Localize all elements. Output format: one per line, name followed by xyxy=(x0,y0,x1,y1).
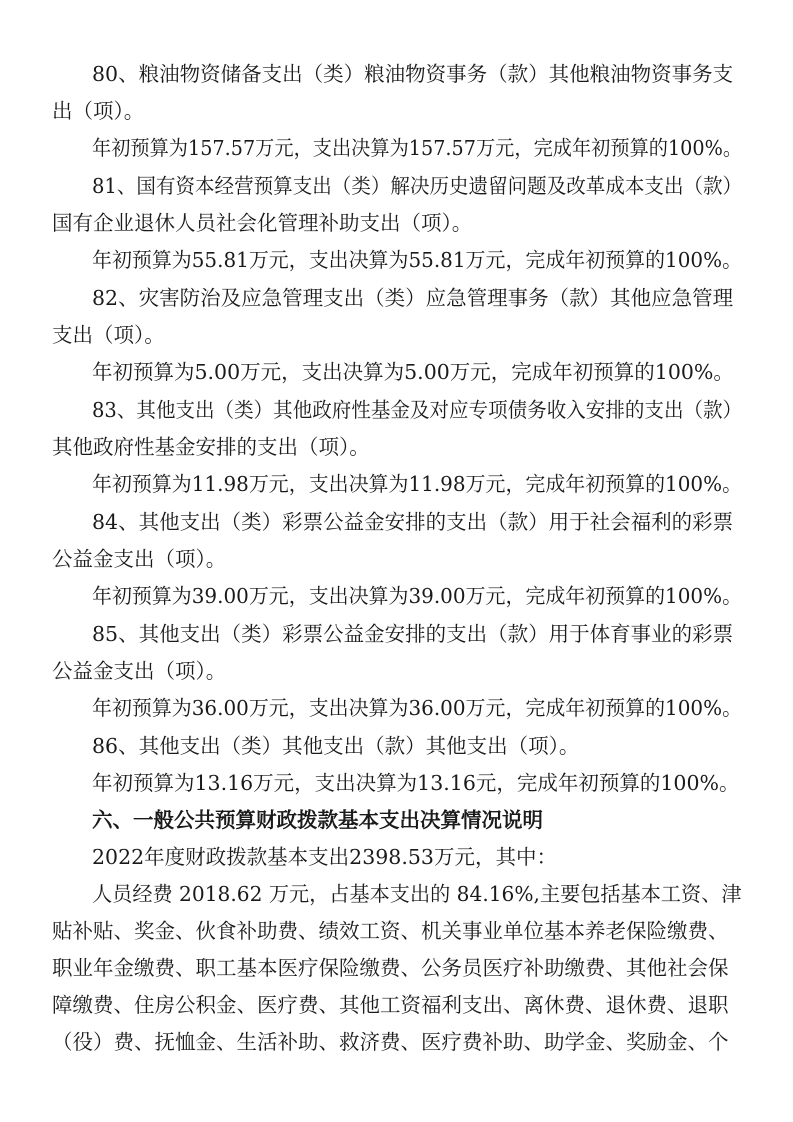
item-80-budget-text: 年初预算为157.57万元，支出决算为157.57万元，完成年初预算的100%。 xyxy=(92,136,743,160)
personnel-line-2: 贴补贴、奖金、伙食补助费、绩效工资、机关事业单位基本养老保险缴费、 xyxy=(52,919,729,943)
item-83-budget-text: 年初预算为11.98万元，支出决算为11.98万元，完成年初预算的100%。 xyxy=(92,472,743,496)
item-85-title-cont: 公益金支出（项）。 xyxy=(52,659,227,683)
item-85-budget-text: 年初预算为36.00万元，支出决算为36.00万元，完成年初预算的100%。 xyxy=(92,696,743,720)
item-82-title-cont: 支出（项）。 xyxy=(52,323,165,347)
item-80-title: 80、粮油物资储备支出（类）粮油物资事务（款）其他粮油物资事务支 xyxy=(92,62,734,86)
item-85-title: 85、其他支出（类）彩票公益金安排的支出（款）用于体育事业的彩票 xyxy=(92,622,734,646)
item-82-budget-text: 年初预算为5.00万元，支出决算为5.00万元，完成年初预算的100%。 xyxy=(92,360,734,384)
item-81-title-cont: 国有企业退休人员社会化管理补助支出（项）。 xyxy=(52,211,473,235)
personnel-line-1: 人员经费 2018.62 万元，占基本支出的 84.16%,主要包括基本工资、津 xyxy=(92,882,742,906)
item-86-budget-text: 年初预算为13.16万元，支出决算为13.16元，完成年初预算的100%。 xyxy=(92,771,740,795)
item-81-budget-text: 年初预算为55.81万元，支出决算为55.81万元，完成年初预算的100%。 xyxy=(92,248,743,272)
personnel-line-4: 障缴费、住房公积金、医疗费、其他工资福利支出、离休费、退休费、退职 xyxy=(52,993,729,1017)
personnel-line-5: （役）费、抚恤金、生活补助、救济费、医疗费补助、助学金、奖励金、个 xyxy=(52,1030,729,1054)
summary-text: 2022年度财政拨款基本支出2398.53万元，其中： xyxy=(92,845,557,869)
item-86-title: 86、其他支出（类）其他支出（款）其他支出（项）。 xyxy=(92,734,580,758)
item-84-budget-text: 年初预算为39.00万元，支出决算为39.00万元，完成年初预算的100%。 xyxy=(92,584,743,608)
item-84-title: 84、其他支出（类）彩票公益金安排的支出（款）用于社会福利的彩票 xyxy=(92,510,734,534)
personnel-line-3: 职业年金缴费、职工基本医疗保险缴费、公务员医疗补助缴费、其他社会保 xyxy=(52,956,729,980)
item-84-title-cont: 公益金支出（项）。 xyxy=(52,547,227,571)
item-81-title: 81、国有资本经营预算支出（类）解决历史遗留问题及改革成本支出（款） xyxy=(92,174,743,198)
section-heading-text: 六、一般公共预算财政拨款基本支出决算情况说明 xyxy=(92,808,543,832)
item-83-title-cont: 其他政府性基金安排的支出（项）。 xyxy=(52,435,370,459)
item-80-title-cont: 出（项）。 xyxy=(52,99,145,123)
item-82-title: 82、灾害防治及应急管理支出（类）应急管理事务（款）其他应急管理 xyxy=(92,286,734,310)
item-83-title: 83、其他支出（类）其他政府性基金及对应专项债务收入安排的支出（款） xyxy=(92,398,743,422)
